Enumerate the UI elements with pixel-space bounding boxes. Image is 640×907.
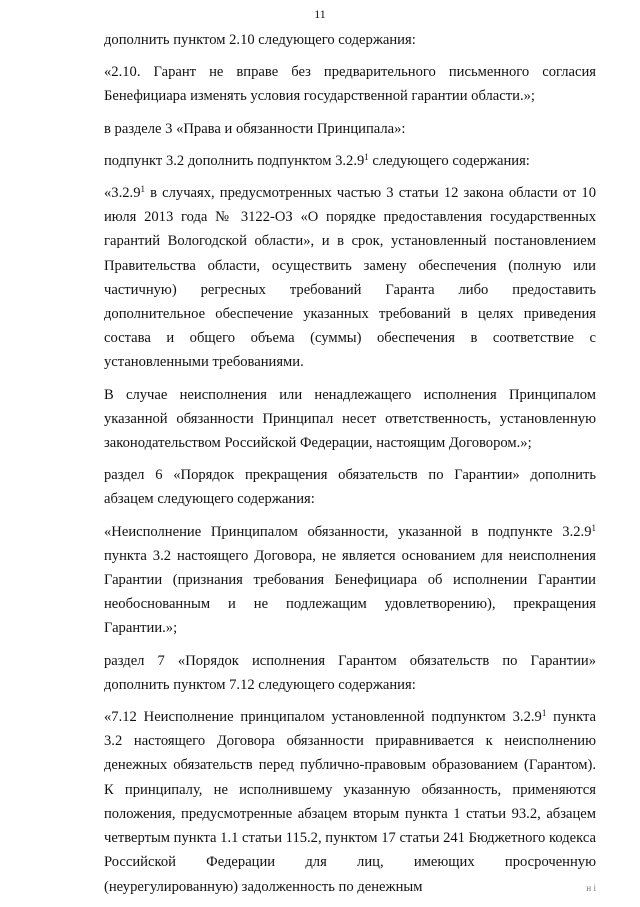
paragraph-3: в разделе 3 «Права и обязанности Принципала»: bbox=[104, 120, 406, 137]
paragraph-5: «3.2.9$^1$ в случаях, предусмотренных частью 3 статьи 12 закона области от 10 июля 2013 года № 3122-ОЗ «О порядке предоставления государственных гарантий Вологодской области», и в срок, установленный постановлением Правительства области, осуществить замену обеспечения (полную или частичную) регресных требований Гаранта либо предоставить дополнительное обеспечение указанных требований в целях приведения состава и общего объема (суммы) обеспечения в соответствие с установленными требованиями. bbox=[104, 184, 596, 371]
paragraph-4: подпункт 3.2 дополнить подпунктом 3.2.9$^1$ следующего содержания: bbox=[104, 151, 530, 169]
paragraph-7: раздел 6 «Порядок прекращения обязательств по Гарантии» дополнить абзацем следующего содержания: bbox=[104, 467, 596, 508]
paragraph-9: раздел 7 «Порядок исполнения Гарантом обязательств по Гарантии» дополнить пунктом 7.12 следующего содержания: bbox=[104, 652, 596, 693]
paragraph-2: «2.10. Гарант не вправе без предварительного письменного согласия Бенефициара изменять условия государственной гарантии области.»; bbox=[104, 64, 596, 105]
document-body bbox=[104, 28, 596, 907]
paragraph-10: «7.12 Неисполнение принципалом установленной подпунктом 3.2.9$^1$ пункта 3.2 настоящего Договора обязанности приравнивается к неисполнению денежных обязательств перед публично-правовым образованием (Гарантом). К принципалу, не исполнившему указанную обязанность, применяются положения, предусмотренные абзацем вторым пункта 1 статьи 93.2, абзацем четвертым пункта 1.1 статьи 115.2, пунктом 17 статьи 241 Бюджетного кодекса Российской Федерации для лиц, имеющих просроченную (неурегулированную) задолженность по денежным bbox=[104, 708, 597, 895]
paragraph-8: «Неисполнение Принципалом обязанности, указанной в подпункте 3.2.9$^1$ пункта 3.2 настоящего Договора, не является основанием для неисполнения Гарантии (признания требования Бенефициара об исполнении Гарантии необоснованным и не подлежащим удовлетворению), прекращения Гарантии.»; bbox=[104, 522, 596, 637]
paragraph-1: дополнить пунктом 2.10 следующего содержания: bbox=[104, 32, 416, 48]
paragraph-6: В случае неисполнения или ненадлежащего исполнения Принципалом указанной обязанности Принципал несет ответственность, установленную законодательством Российской Федерации, настоящим Договором.»; bbox=[104, 386, 596, 452]
page-number: 11 bbox=[314, 7, 326, 21]
footer-mark: н і bbox=[586, 883, 596, 893]
